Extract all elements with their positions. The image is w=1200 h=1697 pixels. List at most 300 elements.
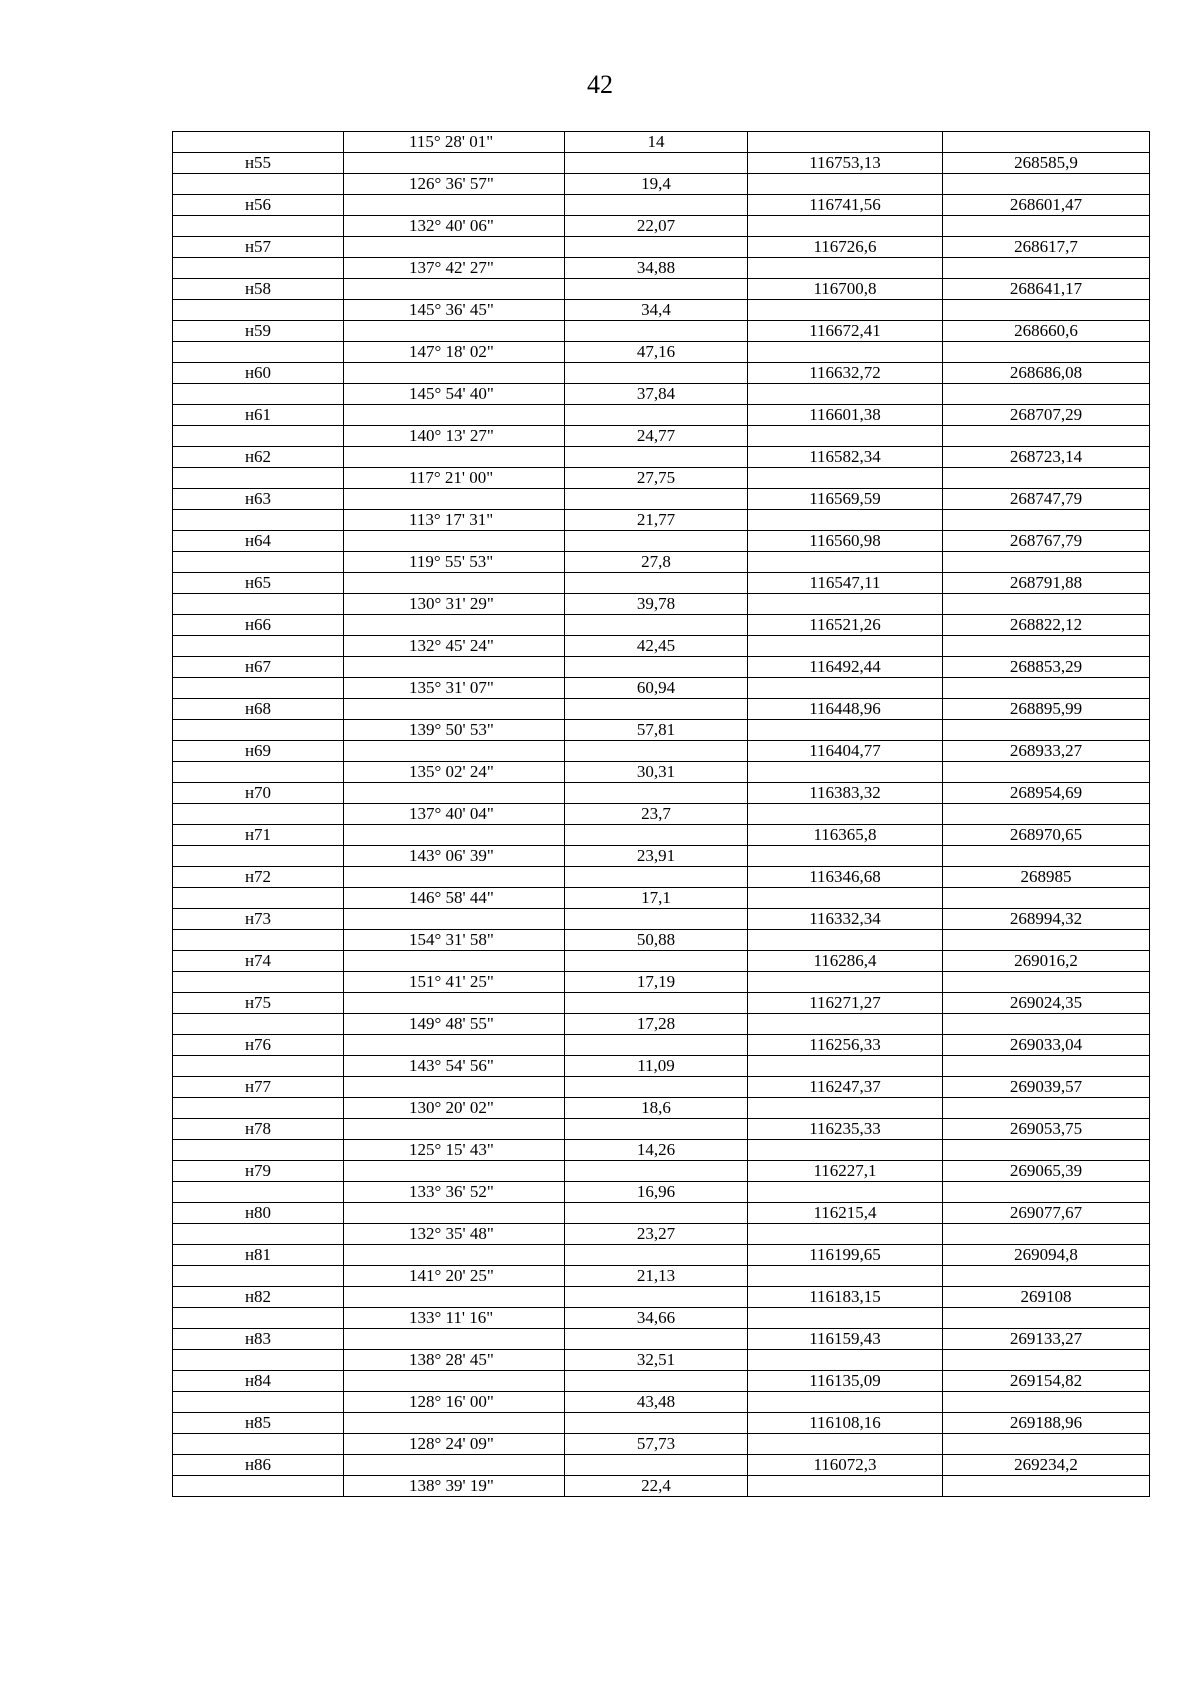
direction-angle-cell [344,783,565,804]
segment-length-cell: 37,84 [565,384,748,405]
direction-angle-cell: 130° 20' 02" [344,1098,565,1119]
segment-length-cell: 22,4 [565,1476,748,1497]
point-name-cell [173,678,344,699]
y-coordinate-cell: 269024,35 [943,993,1150,1014]
point-name-cell: н86 [173,1455,344,1476]
segment-length-cell [565,657,748,678]
point-name-cell: н65 [173,573,344,594]
y-coordinate-cell [943,720,1150,741]
direction-angle-cell: 146° 58' 44" [344,888,565,909]
x-coordinate-cell: 116753,13 [748,153,943,174]
segment-row [173,930,1150,951]
point-row [173,237,1150,258]
segment-length-cell [565,1413,748,1434]
point-name-cell [173,552,344,573]
direction-angle-cell [344,1245,565,1266]
y-coordinate-cell [943,1182,1150,1203]
y-coordinate-cell: 268723,14 [943,447,1150,468]
y-coordinate-cell [943,888,1150,909]
point-name-cell: н84 [173,1371,344,1392]
segment-row [173,1182,1150,1203]
point-name-cell [173,1098,344,1119]
x-coordinate-cell: 116072,3 [748,1455,943,1476]
y-coordinate-cell [943,636,1150,657]
point-row [173,405,1150,426]
segment-length-cell [565,909,748,930]
segment-length-cell: 21,13 [565,1266,748,1287]
segment-length-cell [565,1035,748,1056]
x-coordinate-cell: 116741,56 [748,195,943,216]
y-coordinate-cell: 269016,2 [943,951,1150,972]
x-coordinate-cell [748,1140,943,1161]
point-name-cell: н81 [173,1245,344,1266]
point-row [173,825,1150,846]
point-name-cell: н67 [173,657,344,678]
point-row [173,1329,1150,1350]
y-coordinate-cell: 268853,29 [943,657,1150,678]
point-name-cell [173,468,344,489]
segment-length-cell [565,279,748,300]
segment-length-cell: 57,81 [565,720,748,741]
direction-angle-cell: 126° 36' 57" [344,174,565,195]
x-coordinate-cell [748,1014,943,1035]
x-coordinate-cell: 116404,77 [748,741,943,762]
direction-angle-cell: 128° 24' 09" [344,1434,565,1455]
segment-row [173,594,1150,615]
segment-length-cell: 23,91 [565,846,748,867]
segment-length-cell: 21,77 [565,510,748,531]
direction-angle-cell [344,1287,565,1308]
y-coordinate-cell: 269033,04 [943,1035,1150,1056]
point-name-cell: н62 [173,447,344,468]
point-row [173,1287,1150,1308]
direction-angle-cell: 140° 13' 27" [344,426,565,447]
x-coordinate-cell [748,300,943,321]
direction-angle-cell: 138° 28' 45" [344,1350,565,1371]
direction-angle-cell: 133° 36' 52" [344,1182,565,1203]
y-coordinate-cell: 269234,2 [943,1455,1150,1476]
segment-length-cell: 30,31 [565,762,748,783]
direction-angle-cell: 145° 54' 40" [344,384,565,405]
segment-row [173,174,1150,195]
segment-length-cell [565,321,748,342]
x-coordinate-cell: 116108,16 [748,1413,943,1434]
point-row [173,741,1150,762]
y-coordinate-cell: 268895,99 [943,699,1150,720]
direction-angle-cell: 139° 50' 53" [344,720,565,741]
x-coordinate-cell: 116159,43 [748,1329,943,1350]
point-row [173,951,1150,972]
segment-row [173,258,1150,279]
y-coordinate-cell: 268822,12 [943,615,1150,636]
segment-length-cell: 47,16 [565,342,748,363]
point-name-cell [173,930,344,951]
point-row [173,195,1150,216]
x-coordinate-cell [748,804,943,825]
x-coordinate-cell [748,426,943,447]
y-coordinate-cell: 268660,6 [943,321,1150,342]
direction-angle-cell: 137° 42' 27" [344,258,565,279]
point-row [173,1203,1150,1224]
point-row [173,573,1150,594]
x-coordinate-cell [748,258,943,279]
point-row [173,657,1150,678]
segment-row [173,1350,1150,1371]
point-row [173,867,1150,888]
direction-angle-cell: 130° 31' 29" [344,594,565,615]
point-name-cell [173,1392,344,1413]
x-coordinate-cell [748,552,943,573]
direction-angle-cell [344,363,565,384]
x-coordinate-cell [748,1266,943,1287]
point-name-cell: н78 [173,1119,344,1140]
x-coordinate-cell [748,720,943,741]
y-coordinate-cell: 269154,82 [943,1371,1150,1392]
direction-angle-cell: 141° 20' 25" [344,1266,565,1287]
x-coordinate-cell [748,132,943,153]
y-coordinate-cell [943,1350,1150,1371]
segment-length-cell [565,741,748,762]
y-coordinate-cell: 269039,57 [943,1077,1150,1098]
point-name-cell [173,1266,344,1287]
point-name-cell [173,300,344,321]
x-coordinate-cell: 116199,65 [748,1245,943,1266]
y-coordinate-cell: 268994,32 [943,909,1150,930]
segment-length-cell: 19,4 [565,174,748,195]
x-coordinate-cell: 116383,32 [748,783,943,804]
segment-length-cell [565,1455,748,1476]
x-coordinate-cell: 116521,26 [748,615,943,636]
point-name-cell: н63 [173,489,344,510]
y-coordinate-cell [943,468,1150,489]
y-coordinate-cell [943,552,1150,573]
segment-row [173,384,1150,405]
direction-angle-cell: 128° 16' 00" [344,1392,565,1413]
point-name-cell [173,1014,344,1035]
point-row [173,1077,1150,1098]
x-coordinate-cell: 116227,1 [748,1161,943,1182]
point-row [173,1119,1150,1140]
direction-angle-cell: 132° 40' 06" [344,216,565,237]
direction-angle-cell [344,825,565,846]
point-name-cell [173,510,344,531]
point-name-cell: н64 [173,531,344,552]
segment-length-cell: 50,88 [565,930,748,951]
segment-row [173,552,1150,573]
x-coordinate-cell [748,1476,943,1497]
segment-length-cell [565,153,748,174]
x-coordinate-cell: 116215,4 [748,1203,943,1224]
segment-length-cell [565,615,748,636]
segment-length-cell: 34,66 [565,1308,748,1329]
direction-angle-cell [344,909,565,930]
x-coordinate-cell: 116672,41 [748,321,943,342]
segment-row [173,804,1150,825]
direction-angle-cell [344,1413,565,1434]
point-name-cell: н72 [173,867,344,888]
point-name-cell: н75 [173,993,344,1014]
x-coordinate-cell: 116492,44 [748,657,943,678]
direction-angle-cell [344,1077,565,1098]
point-name-cell [173,1224,344,1245]
direction-angle-cell [344,657,565,678]
direction-angle-cell: 137° 40' 04" [344,804,565,825]
segment-length-cell [565,1287,748,1308]
x-coordinate-cell: 116256,33 [748,1035,943,1056]
segment-row [173,1224,1150,1245]
point-name-cell [173,972,344,993]
direction-angle-cell [344,741,565,762]
x-coordinate-cell [748,384,943,405]
segment-length-cell [565,1161,748,1182]
x-coordinate-cell [748,972,943,993]
point-name-cell: н57 [173,237,344,258]
point-row [173,1371,1150,1392]
point-name-cell [173,384,344,405]
y-coordinate-cell: 269077,67 [943,1203,1150,1224]
direction-angle-cell [344,1329,565,1350]
segment-length-cell: 39,78 [565,594,748,615]
y-coordinate-cell: 269094,8 [943,1245,1150,1266]
y-coordinate-cell: 269188,96 [943,1413,1150,1434]
point-row [173,699,1150,720]
point-name-cell [173,1140,344,1161]
segment-row [173,1392,1150,1413]
segment-length-cell [565,951,748,972]
direction-angle-cell [344,1035,565,1056]
y-coordinate-cell: 269108 [943,1287,1150,1308]
direction-angle-cell: 143° 54' 56" [344,1056,565,1077]
direction-angle-cell [344,321,565,342]
segment-row [173,342,1150,363]
y-coordinate-cell: 269065,39 [943,1161,1150,1182]
x-coordinate-cell [748,636,943,657]
segment-length-cell [565,1245,748,1266]
segment-row [173,510,1150,531]
x-coordinate-cell: 116135,09 [748,1371,943,1392]
point-name-cell [173,888,344,909]
x-coordinate-cell [748,846,943,867]
y-coordinate-cell [943,426,1150,447]
direction-angle-cell [344,489,565,510]
segment-row [173,1308,1150,1329]
direction-angle-cell: 125° 15' 43" [344,1140,565,1161]
point-name-cell: н80 [173,1203,344,1224]
segment-length-cell: 17,19 [565,972,748,993]
direction-angle-cell [344,195,565,216]
segment-row [173,1140,1150,1161]
y-coordinate-cell [943,258,1150,279]
y-coordinate-cell: 268707,29 [943,405,1150,426]
segment-length-cell: 27,8 [565,552,748,573]
x-coordinate-cell [748,1098,943,1119]
x-coordinate-cell [748,1434,943,1455]
y-coordinate-cell: 268791,88 [943,573,1150,594]
segment-length-cell [565,1203,748,1224]
point-name-cell [173,636,344,657]
point-name-cell: н60 [173,363,344,384]
segment-length-cell: 17,28 [565,1014,748,1035]
point-row [173,909,1150,930]
point-name-cell: н73 [173,909,344,930]
point-name-cell [173,1182,344,1203]
segment-row [173,636,1150,657]
point-name-cell: н82 [173,1287,344,1308]
direction-angle-cell [344,573,565,594]
y-coordinate-cell [943,300,1150,321]
point-row [173,321,1150,342]
x-coordinate-cell: 116560,98 [748,531,943,552]
x-coordinate-cell: 116582,34 [748,447,943,468]
segment-row [173,1434,1150,1455]
segment-row [173,1098,1150,1119]
point-row [173,1455,1150,1476]
direction-angle-cell [344,279,565,300]
point-name-cell: н56 [173,195,344,216]
point-name-cell [173,1434,344,1455]
y-coordinate-cell: 268747,79 [943,489,1150,510]
segment-row [173,426,1150,447]
x-coordinate-cell: 116601,38 [748,405,943,426]
y-coordinate-cell [943,1266,1150,1287]
direction-angle-cell: 151° 41' 25" [344,972,565,993]
x-coordinate-cell: 116365,8 [748,825,943,846]
y-coordinate-cell [943,762,1150,783]
point-name-cell [173,804,344,825]
direction-angle-cell [344,237,565,258]
direction-angle-cell: 117° 21' 00" [344,468,565,489]
segment-row [173,468,1150,489]
y-coordinate-cell [943,1056,1150,1077]
x-coordinate-cell [748,1350,943,1371]
x-coordinate-cell [748,510,943,531]
segment-row [173,762,1150,783]
segment-length-cell: 60,94 [565,678,748,699]
segment-length-cell: 24,77 [565,426,748,447]
point-name-cell: н79 [173,1161,344,1182]
direction-angle-cell [344,1161,565,1182]
direction-angle-cell [344,1455,565,1476]
segment-length-cell: 42,45 [565,636,748,657]
point-name-cell [173,1476,344,1497]
segment-length-cell [565,783,748,804]
direction-angle-cell [344,447,565,468]
segment-length-cell: 14 [565,132,748,153]
y-coordinate-cell [943,846,1150,867]
x-coordinate-cell: 116235,33 [748,1119,943,1140]
segment-length-cell: 11,09 [565,1056,748,1077]
segment-length-cell [565,447,748,468]
direction-angle-cell [344,615,565,636]
y-coordinate-cell: 268617,7 [943,237,1150,258]
point-name-cell [173,216,344,237]
segment-length-cell [565,1077,748,1098]
x-coordinate-cell: 116726,6 [748,237,943,258]
x-coordinate-cell [748,762,943,783]
point-row [173,489,1150,510]
y-coordinate-cell [943,678,1150,699]
point-name-cell [173,426,344,447]
point-row [173,615,1150,636]
x-coordinate-cell [748,594,943,615]
point-name-cell: н68 [173,699,344,720]
y-coordinate-cell [943,1392,1150,1413]
segment-row [173,888,1150,909]
point-name-cell: н71 [173,825,344,846]
point-row [173,531,1150,552]
direction-angle-cell [344,531,565,552]
y-coordinate-cell: 268641,17 [943,279,1150,300]
segment-row [173,678,1150,699]
segment-length-cell [565,993,748,1014]
segment-length-cell [565,531,748,552]
direction-angle-cell: 132° 45' 24" [344,636,565,657]
segment-row [173,972,1150,993]
point-name-cell: н70 [173,783,344,804]
x-coordinate-cell: 116700,8 [748,279,943,300]
x-coordinate-cell [748,468,943,489]
direction-angle-cell [344,699,565,720]
segment-length-cell [565,1371,748,1392]
direction-angle-cell: 138° 39' 19" [344,1476,565,1497]
x-coordinate-cell: 116286,4 [748,951,943,972]
segment-length-cell: 18,6 [565,1098,748,1119]
point-row [173,279,1150,300]
point-row [173,993,1150,1014]
direction-angle-cell [344,405,565,426]
segment-length-cell [565,1119,748,1140]
direction-angle-cell: 132° 35' 48" [344,1224,565,1245]
point-name-cell [173,258,344,279]
direction-angle-cell: 145° 36' 45" [344,300,565,321]
segment-row [173,216,1150,237]
y-coordinate-cell [943,1014,1150,1035]
segment-length-cell: 32,51 [565,1350,748,1371]
x-coordinate-cell [748,1056,943,1077]
direction-angle-cell [344,951,565,972]
x-coordinate-cell [748,1182,943,1203]
direction-angle-cell: 115° 28' 01" [344,132,565,153]
point-row [173,1245,1150,1266]
direction-angle-cell: 135° 31' 07" [344,678,565,699]
coordinates-table [172,131,1150,1497]
segment-length-cell [565,573,748,594]
y-coordinate-cell: 268933,27 [943,741,1150,762]
x-coordinate-cell [748,678,943,699]
y-coordinate-cell [943,594,1150,615]
direction-angle-cell: 143° 06' 39" [344,846,565,867]
point-name-cell [173,762,344,783]
x-coordinate-cell: 116448,96 [748,699,943,720]
segment-length-cell: 23,27 [565,1224,748,1245]
segment-length-cell: 43,48 [565,1392,748,1413]
point-name-cell: н69 [173,741,344,762]
segment-row [173,300,1150,321]
point-row [173,1161,1150,1182]
point-name-cell [173,1056,344,1077]
y-coordinate-cell [943,1476,1150,1497]
segment-row [173,1056,1150,1077]
y-coordinate-cell: 269133,27 [943,1329,1150,1350]
segment-row [173,1266,1150,1287]
segment-length-cell: 17,1 [565,888,748,909]
point-name-cell: н85 [173,1413,344,1434]
point-name-cell: н66 [173,615,344,636]
point-name-cell [173,342,344,363]
point-row [173,153,1150,174]
y-coordinate-cell [943,216,1150,237]
x-coordinate-cell: 116183,15 [748,1287,943,1308]
